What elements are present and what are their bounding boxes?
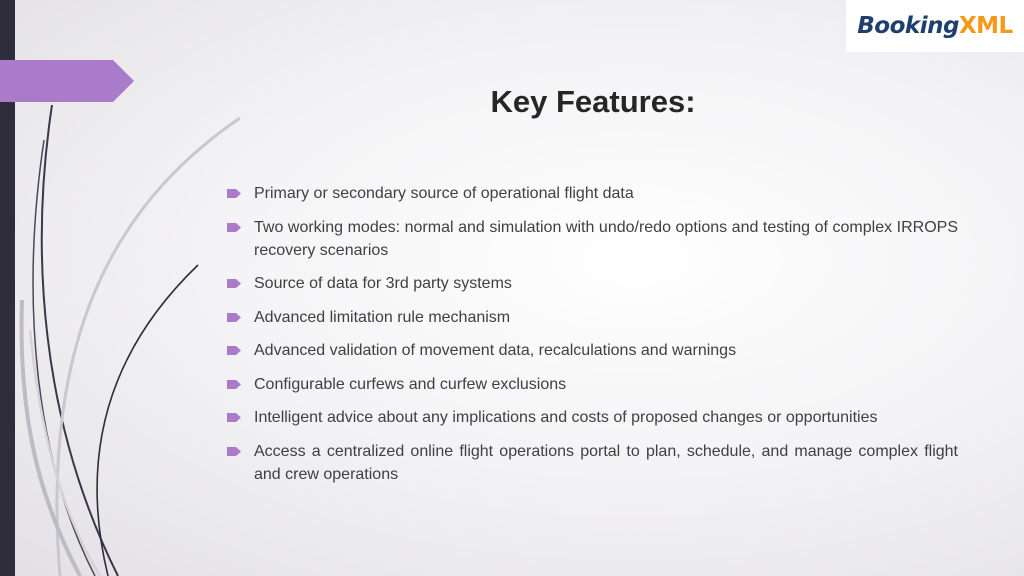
arrow-bullet-icon bbox=[227, 413, 241, 422]
list-item: Advanced limitation rule mechanism bbox=[226, 306, 958, 329]
accent-tab-shape bbox=[0, 60, 134, 102]
list-item: Source of data for 3rd party systems bbox=[226, 272, 958, 295]
list-item: Intelligent advice about any implications and costs of proposed changes or opportunities bbox=[226, 406, 958, 429]
bookingxml-logo: BookingXML bbox=[857, 13, 1013, 39]
arrow-bullet-icon bbox=[227, 313, 241, 322]
features-list bbox=[226, 182, 958, 496]
list-item: Configurable curfews and curfew exclusions bbox=[226, 373, 958, 396]
arrow-bullet-icon bbox=[227, 223, 241, 232]
arrow-bullet-icon bbox=[227, 380, 241, 389]
arrow-bullet-icon bbox=[227, 189, 241, 198]
arrow-bullet-icon bbox=[227, 346, 241, 355]
list-item: Primary or secondary source of operational flight data bbox=[226, 182, 958, 205]
list-item: Access a centralized online flight operations portal to plan, schedule, and manage complex flight and crew operations bbox=[226, 440, 958, 486]
list-item: Two working modes: normal and simulation with undo/redo options and testing of complex IRROPS recovery scenarios bbox=[226, 216, 958, 262]
slide-title: Key Features: bbox=[490, 84, 696, 119]
logo-container bbox=[846, 0, 1024, 52]
arrow-bullet-icon bbox=[227, 279, 241, 288]
list-item: Advanced validation of movement data, recalculations and warnings bbox=[226, 339, 958, 362]
arrow-bullet-icon bbox=[227, 447, 241, 456]
